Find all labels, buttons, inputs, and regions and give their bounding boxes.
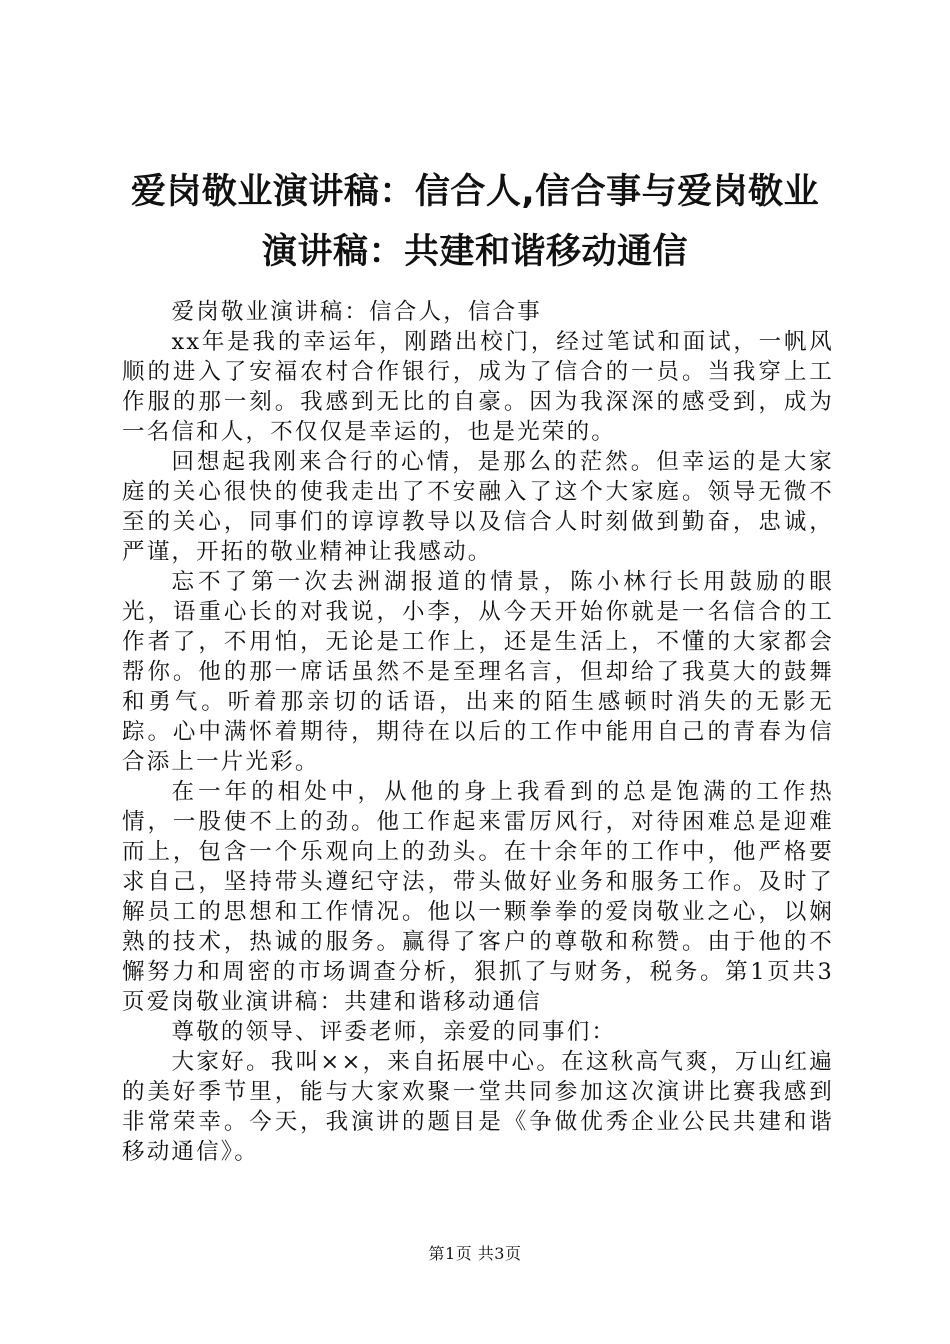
title-line-2: 演讲稿：共建和谐移动通信 — [261, 232, 688, 272]
paragraph: xx年是我的幸运年，刚踏出校门，经过笔试和面试，一帆风顺的进入了安福农村合作银行，成为了信合的一员。当我穿上工作服的那一刻。我感到无比的自豪。因为我深深的感受到，成为一名信和人，不仅仅是幸运的，也是光荣的。 — [122, 329, 834, 445]
page-footer: 第1页 共3页 — [428, 1244, 522, 1263]
paragraph: 回想起我刚来合行的心情，是那么的茫然。但幸运的是大家庭的关心很快的使我走出了不安融入了这个大家庭。领导无微不至的关心，同事们的谆谆教导以及信合人时刻做到勤奋，忠诚，严谨，开拓的敬业精神让我感动。 — [122, 449, 834, 565]
paragraph-salutation: 尊敬的领导、评委老师，亲爱的同事们： — [171, 1019, 617, 1045]
document-body — [122, 297, 834, 1167]
paragraph: 大家好。我叫××，来自拓展中心。在这秋高气爽，万山红遍的美好季节里，能与大家欢聚一堂共同参加这次演讲比赛我感到非常荣幸。今天，我演讲的题目是《争做优秀企业公民共建和谐移动通信》。 — [122, 1049, 834, 1165]
paragraph: 忘不了第一次去洲湖报道的情景，陈小林行长用鼓励的眼光，语重心长的对我说，小李，从今天开始你就是一名信合的工作者了，不用怕，无论是工作上，还是生活上，不懂的大家都会帮你。他的那一席话虽然不是至理名言，但却给了我莫大的鼓舞和勇气。听着那亲切的话语，出来的陌生感顿时消失的无影无踪。心中满怀着期待，期待在以后的工作中能用自己的青春为信合添上一片光彩。 — [122, 569, 834, 775]
title-line-1: 爱岗敬业演讲稿：信合人,信合事与爱岗敬业 — [130, 172, 820, 212]
document-title — [110, 162, 840, 282]
paragraph-subtitle: 爱岗敬业演讲稿：信合人，信合事 — [171, 299, 543, 325]
paragraph: 在一年的相处中，从他的身上我看到的总是饱满的工作热情，一股使不上的劲。他工作起来雷厉风行，对待困难总是迎难而上，包含一个乐观向上的劲头。在十余年的工作中，他严格要求自己，坚持带头遵纪守法，带头做好业务和服务工作。及时了解员工的思想和工作情况。他以一颗拳拳的爱岗敬业之心，以娴熟的技术，热诚的服务。赢得了客户的尊敬和称赞。由于他的不懈努力和周密的市场调查分析，狠抓了与财务，税务。第1页共3页爱岗敬业演讲稿：共建和谐移动通信 — [122, 779, 834, 1015]
